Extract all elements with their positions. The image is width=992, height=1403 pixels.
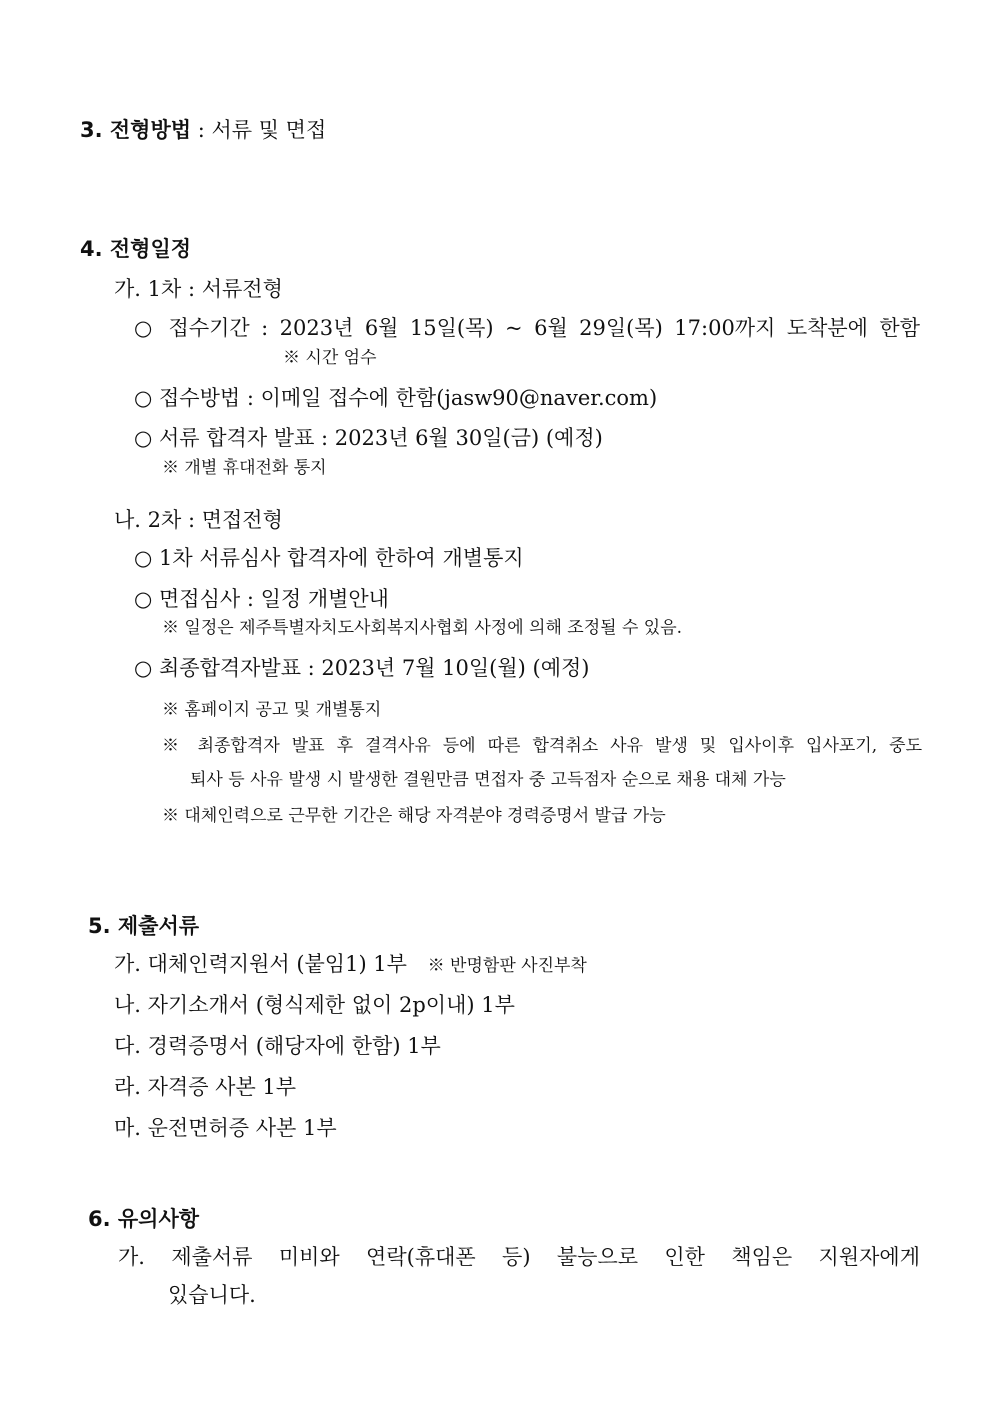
step-1-label: 가. 1차 : 서류전형	[114, 277, 283, 301]
interview-notice: ○ 1차 서류심사 합격자에 한하여 개별통지	[134, 546, 524, 570]
interview-review: ○ 면접심사 : 일정 개별안내	[134, 587, 389, 611]
submission-item-1-text: 가. 대체인력지원서 (붙임1) 1부	[114, 952, 407, 976]
section-6-title: 6. 유의사항	[88, 1207, 200, 1231]
photo-note: ※ 반명함판 사진부착	[427, 956, 587, 976]
section-3-text: : 서류 및 면접	[191, 118, 327, 142]
submission-item-4: 라. 자격증 사본 1부	[114, 1075, 297, 1099]
time-note: ※ 시간 엄수	[283, 348, 377, 368]
submission-item-1	[114, 954, 587, 975]
final-announcement: ○ 최종합격자발표 : 2023년 7월 10일(월) (예정)	[134, 656, 590, 680]
caution-line-2: 있습니다.	[168, 1283, 256, 1307]
section-3-heading	[80, 120, 326, 141]
caution-line-1: 가. 제출서류 미비와 연락(휴대폰 등) 불능으로 인한 책임은 지원자에게	[118, 1245, 920, 1269]
cancellation-note-line1: ※ 최종합격자 발표 후 결격사유 등에 따른 합격취소 사유 발생 및 입사이후 입사포기, 중도	[162, 736, 922, 756]
submission-item-2: 나. 자기소개서 (형식제한 없이 2p이내) 1부	[114, 993, 515, 1017]
application-period: ○ 접수기간 : 2023년 6월 15일(목) ~ 6월 29일(목) 17:00까지 도착분에 한함	[134, 316, 920, 340]
submission-item-5: 마. 운전면허증 사본 1부	[114, 1116, 337, 1140]
career-certificate-note: ※ 대체인력으로 근무한 기간은 해당 자격분야 경력증명서 발급 가능	[162, 806, 666, 826]
schedule-adjust-note: ※ 일정은 제주특별자치도사회복지사협회 사정에 의해 조정될 수 있음.	[162, 618, 683, 638]
submission-item-3: 다. 경력증명서 (해당자에 한함) 1부	[114, 1034, 441, 1058]
section-4-title: 4. 전형일정	[80, 237, 192, 261]
step-2-label: 나. 2차 : 면접전형	[114, 508, 283, 532]
section-5-title: 5. 제출서류	[88, 914, 200, 938]
homepage-notice-note: ※ 홈페이지 공고 및 개별통지	[162, 700, 382, 720]
section-3-title: 3. 전형방법	[80, 118, 192, 142]
phone-notice-note: ※ 개별 휴대전화 통지	[162, 458, 327, 478]
application-method: ○ 접수방법 : 이메일 접수에 한함(jasw90@naver.com)	[134, 386, 658, 410]
cancellation-note-line2: 퇴사 등 사유 발생 시 발생한 결원만큼 면접자 중 고득점자 순으로 채용 대체 가능	[190, 770, 786, 790]
document-result-announcement: ○ 서류 합격자 발표 : 2023년 6월 30일(금) (예정)	[134, 426, 603, 450]
